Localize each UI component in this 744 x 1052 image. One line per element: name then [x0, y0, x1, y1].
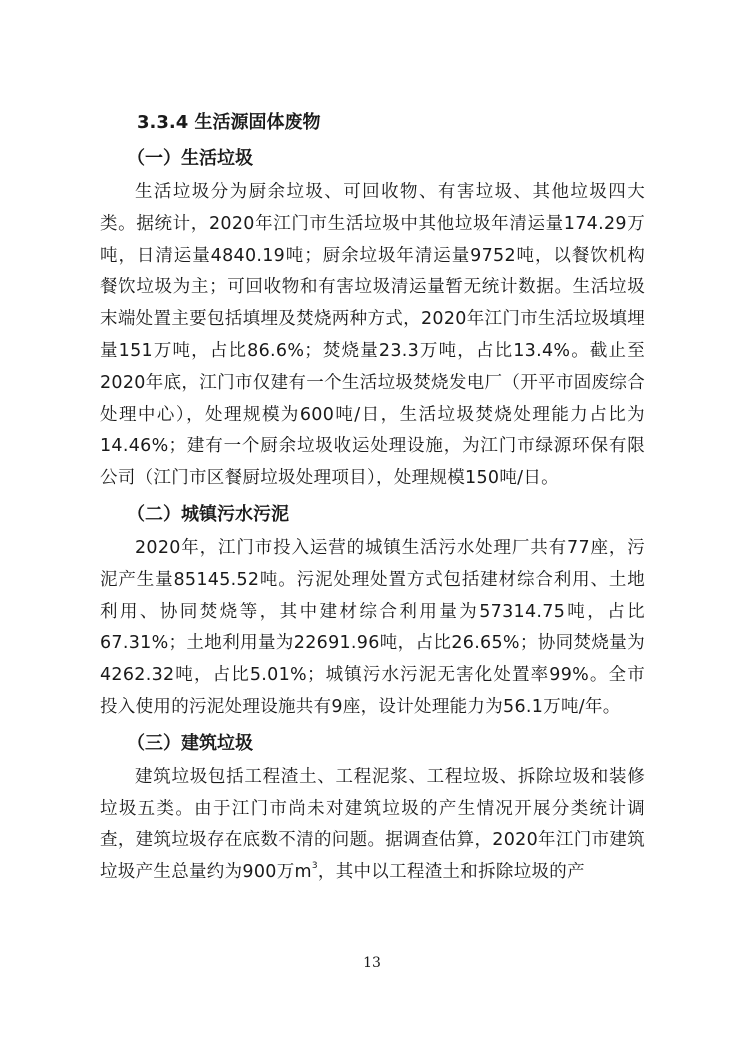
subsection-heading-construction-waste: （三）建筑垃圾	[127, 732, 253, 754]
paragraph-construction-waste	[100, 762, 645, 889]
subsection-heading-household-waste: （一）生活垃圾	[127, 148, 253, 169]
paragraph-construction-waste-part1: 建筑垃圾包括工程渣土、工程泥浆、工程垃圾、拆除垃圾和装修垃圾五类。由于江门市尚未对建筑垃圾的产生情况开展分类统计调查，建筑垃圾存在底数不清的问题。据调查估算，2020年江门市建筑垃圾产生总量约为900万m	[100, 766, 645, 883]
subsection-heading-sewage-sludge: （二）城镇污水污泥	[127, 503, 289, 525]
page-number: 13	[363, 955, 381, 971]
section-heading: 3.3.4 生活源固体废物	[137, 112, 321, 133]
paragraph-sewage-sludge: 2020年，江门市投入运营的城镇生活污水处理厂共有77座，污泥产生量85145.52吨。污泥处理处置方式包括建材综合利用、土地利用、协同焚烧等，其中建材综合利用量为57314.75吨，占比67.31%；土地利用量为22691.96吨，占比26.65%；协同焚烧量为4262.32吨，占比5.01%；城镇污水污泥无害化处置率99%。全市投入使用的污泥处理设施共有9座，设计处理能力为56.1万吨/年。	[100, 537, 645, 717]
paragraph-household-waste: 生活垃圾分为厨余垃圾、可回收物、有害垃圾、其他垃圾四大类。据统计，2020年江门市生活垃圾中其他垃圾年清运量174.29万吨，日清运量4840.19吨；厨余垃圾年清运量9752吨，以餐饮机构餐饮垃圾为主；可回收物和有害垃圾清运量暂无统计数据。生活垃圾末端处置主要包括填埋及焚烧两种方式，2020年江门市生活垃圾填埋量151万吨，占比86.6%；焚烧量23.3万吨，占比13.4%。截止至2020年底，江门市仅建有一个生活垃圾焚烧发电厂（开平市固废综合处理中心），处理规模为600吨/日，生活垃圾焚烧处理能力占比为14.46%；建有一个厨余垃圾收运处理设施，为江门市绿源环保有限公司（江门市区餐厨垃圾处理项目），处理规模150吨/日。	[100, 182, 645, 489]
unit-superscript: 3	[311, 861, 318, 872]
paragraph-construction-waste-part2: ，其中以工程渣土和拆除垃圾的产	[317, 862, 585, 883]
document-body	[100, 107, 645, 893]
